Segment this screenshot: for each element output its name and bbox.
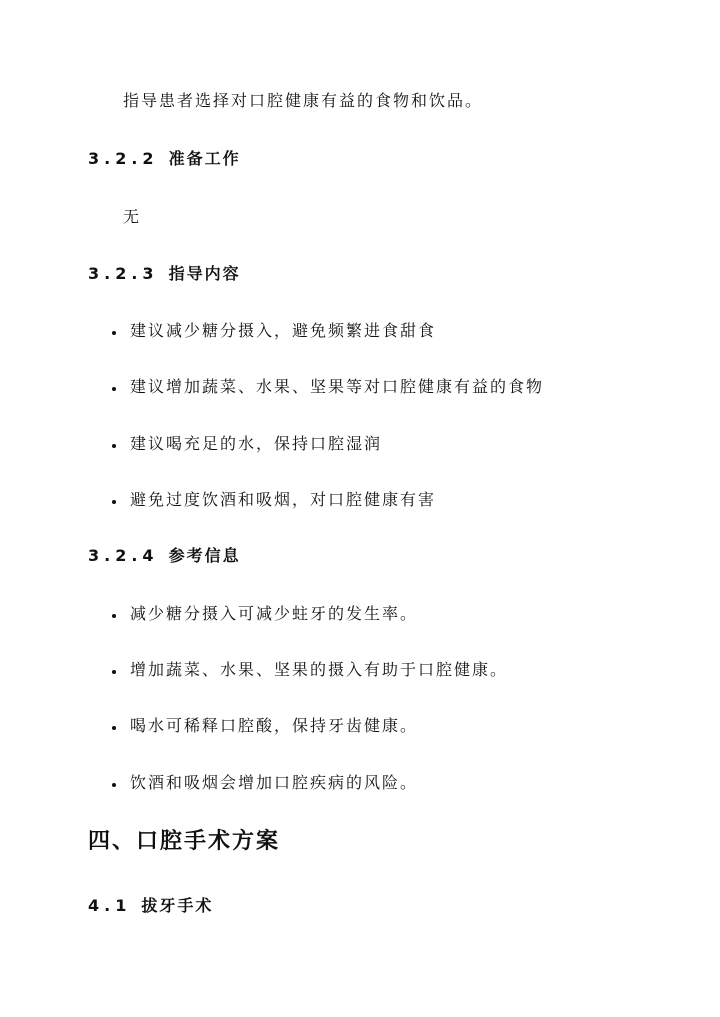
section-title: 拔牙手术: [141, 896, 214, 915]
list-item-text: 建议减少糖分摄入，避免频繁进食甜食: [130, 321, 437, 340]
list-item: [112, 374, 544, 397]
bullet-icon: [112, 614, 116, 618]
section-number: 3.2.2: [88, 149, 159, 168]
bullet-icon: [112, 670, 116, 674]
section-number: 3.2.3: [88, 264, 159, 283]
list-item-text: 喝水可稀释口腔酸，保持牙齿健康。: [130, 716, 419, 735]
section-heading-3-2-4: [88, 543, 241, 566]
list-item: [112, 713, 418, 736]
bullet-icon: [112, 783, 116, 787]
section-heading-4-1: [88, 893, 213, 916]
bullet-icon: [112, 726, 116, 730]
bullet-icon: [112, 331, 116, 335]
bullet-icon: [112, 500, 116, 504]
list-item-text: 建议喝充足的水，保持口腔湿润: [130, 434, 383, 453]
section-title: 准备工作: [168, 149, 241, 168]
section-3-2-2-content: 无: [123, 207, 142, 226]
list-item-text: 增加蔬菜、水果、坚果的摄入有助于口腔健康。: [130, 660, 509, 679]
section-number: 3.2.4: [88, 546, 159, 565]
section-title: 指导内容: [168, 264, 241, 283]
section-title: 参考信息: [168, 546, 241, 565]
chapter-heading-4: 四、口腔手术方案: [88, 829, 281, 854]
list-item-text: 建议增加蔬菜、水果、坚果等对口腔健康有益的食物: [130, 377, 545, 396]
list-item: [112, 487, 436, 510]
list-item: [112, 601, 418, 624]
list-item: [112, 431, 382, 454]
section-number: 4.1: [88, 896, 132, 915]
bullet-icon: [112, 444, 116, 448]
list-item: [112, 770, 418, 793]
intro-paragraph: 指导患者选择对口腔健康有益的食物和饮品。: [123, 91, 484, 110]
list-item: [112, 318, 436, 341]
bullet-icon: [112, 387, 116, 391]
list-item-text: 减少糖分摄入可减少蛀牙的发生率。: [130, 604, 419, 623]
list-item: [112, 657, 508, 680]
section-heading-3-2-2: [88, 146, 241, 169]
section-heading-3-2-3: [88, 261, 241, 284]
list-item-text: 饮酒和吸烟会增加口腔疾病的风险。: [130, 773, 419, 792]
list-item-text: 避免过度饮酒和吸烟，对口腔健康有害: [130, 490, 437, 509]
